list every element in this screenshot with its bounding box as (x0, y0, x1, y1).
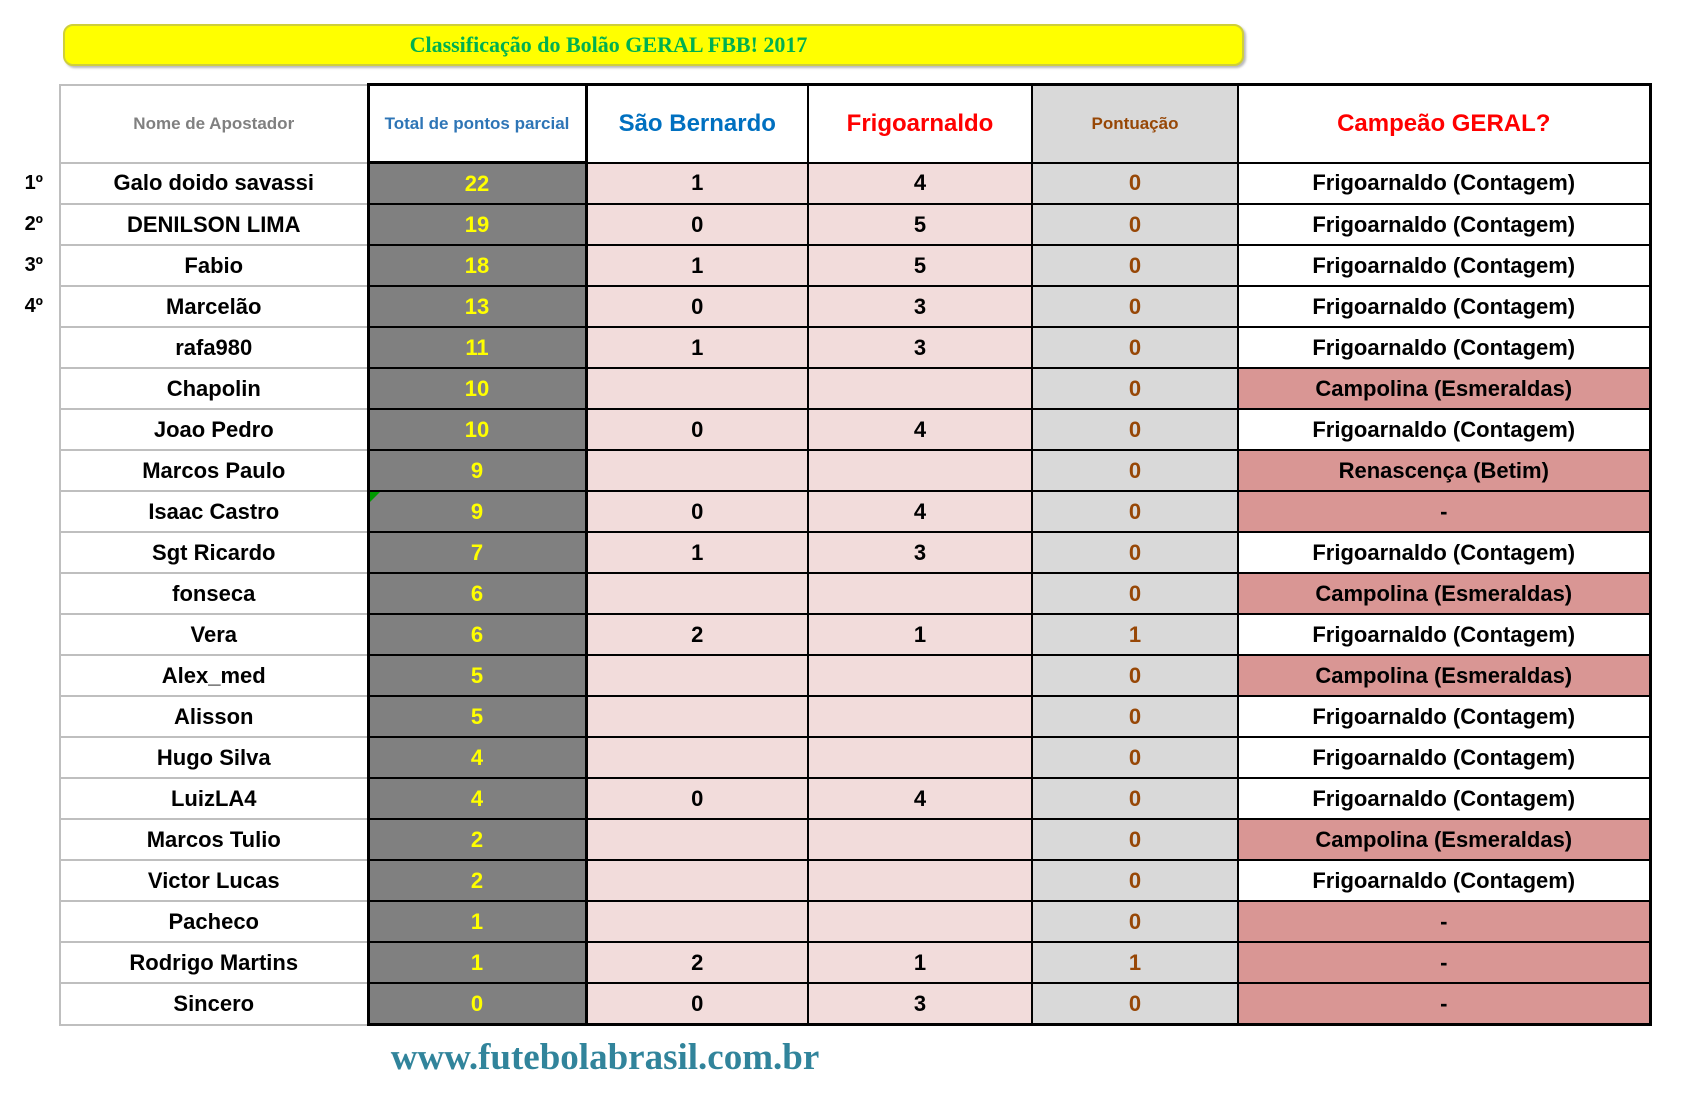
table-row (0, 491, 1650, 532)
rank-cell: 1º (0, 163, 60, 205)
table-row (0, 450, 1650, 491)
frigoarnaldo-cell (808, 819, 1032, 860)
rank-cell (0, 696, 60, 737)
sao-bernardo-cell: 1 (586, 532, 808, 573)
pontuacao-cell: 1 (1032, 614, 1238, 655)
player-name-cell: Sgt Ricardo (60, 532, 368, 573)
frigoarnaldo-cell (808, 573, 1032, 614)
player-name-cell: Marcos Paulo (60, 450, 368, 491)
campeao-cell: Campolina (Esmeraldas) (1238, 368, 1650, 409)
frigoarnaldo-cell: 3 (808, 532, 1032, 573)
rank-cell (0, 737, 60, 778)
sao-bernardo-cell: 1 (586, 245, 808, 286)
campeao-cell: Renascença (Betim) (1238, 450, 1650, 491)
rank-cell: 4º (0, 286, 60, 327)
pontuacao-cell: 0 (1032, 819, 1238, 860)
rank-cell (0, 942, 60, 983)
sao-bernardo-cell (586, 450, 808, 491)
sao-bernardo-cell: 1 (586, 327, 808, 368)
player-name-cell: Galo doido savassi (60, 163, 368, 205)
pontuacao-cell: 0 (1032, 901, 1238, 942)
campeao-cell: Frigoarnaldo (Contagem) (1238, 163, 1650, 205)
pontuacao-cell: 0 (1032, 163, 1238, 205)
col-header-frigoarnaldo: Frigoarnaldo (808, 85, 1032, 163)
rank-cell (0, 368, 60, 409)
site-url-link[interactable]: www.futebolabrasil.com.br (390, 1037, 820, 1078)
pontuacao-cell: 0 (1032, 368, 1238, 409)
sao-bernardo-cell (586, 737, 808, 778)
total-points-cell: 22 (368, 163, 586, 205)
frigoarnaldo-cell (808, 655, 1032, 696)
sao-bernardo-cell (586, 368, 808, 409)
pontuacao-cell: 0 (1032, 491, 1238, 532)
total-points-cell: 11 (368, 327, 586, 368)
player-name-cell: Marcelão (60, 286, 368, 327)
player-name-cell: Sincero (60, 983, 368, 1025)
pontuacao-cell: 0 (1032, 286, 1238, 327)
sao-bernardo-cell (586, 573, 808, 614)
frigoarnaldo-cell: 3 (808, 983, 1032, 1025)
total-points-cell: 2 (368, 860, 586, 901)
rank-cell (0, 532, 60, 573)
rank-cell (0, 614, 60, 655)
campeao-cell: Frigoarnaldo (Contagem) (1238, 532, 1650, 573)
sao-bernardo-cell: 0 (586, 778, 808, 819)
rank-cell (0, 901, 60, 942)
pontuacao-cell: 0 (1032, 573, 1238, 614)
frigoarnaldo-cell: 1 (808, 942, 1032, 983)
table-row (0, 286, 1650, 327)
player-name-cell: Joao Pedro (60, 409, 368, 450)
total-points-cell: 5 (368, 696, 586, 737)
table-row (0, 737, 1650, 778)
header-row (0, 85, 1650, 163)
frigoarnaldo-cell: 4 (808, 778, 1032, 819)
rank-cell: 3º (0, 245, 60, 286)
table-row (0, 655, 1650, 696)
campeao-cell: Frigoarnaldo (Contagem) (1238, 860, 1650, 901)
footer (0, 1036, 1210, 1079)
frigoarnaldo-cell: 3 (808, 286, 1032, 327)
col-header-total-points: Total de pontos parcial (368, 85, 586, 163)
campeao-cell: Frigoarnaldo (Contagem) (1238, 286, 1650, 327)
frigoarnaldo-cell (808, 696, 1032, 737)
campeao-cell: Frigoarnaldo (Contagem) (1238, 696, 1650, 737)
table-row (0, 368, 1650, 409)
frigoarnaldo-cell (808, 737, 1032, 778)
col-header-pontuacao: Pontuação (1032, 85, 1238, 163)
table-row (0, 327, 1650, 368)
player-name-cell: LuizLA4 (60, 778, 368, 819)
total-points-cell: 1 (368, 942, 586, 983)
col-header-campeao-geral: Campeão GERAL? (1238, 85, 1650, 163)
campeao-cell: - (1238, 983, 1650, 1025)
table-row (0, 163, 1650, 205)
sao-bernardo-cell: 1 (586, 163, 808, 205)
pontuacao-cell: 1 (1032, 942, 1238, 983)
frigoarnaldo-cell: 4 (808, 409, 1032, 450)
table-row (0, 901, 1650, 942)
player-name-cell: Pacheco (60, 901, 368, 942)
total-points-cell: 10 (368, 368, 586, 409)
player-name-cell: Alisson (60, 696, 368, 737)
campeao-cell: Frigoarnaldo (Contagem) (1238, 737, 1650, 778)
player-name-cell: Hugo Silva (60, 737, 368, 778)
frigoarnaldo-cell: 5 (808, 204, 1032, 245)
frigoarnaldo-cell: 4 (808, 163, 1032, 205)
standings-table (0, 83, 1652, 1026)
rank-cell (0, 327, 60, 368)
player-name-cell: Victor Lucas (60, 860, 368, 901)
total-points-cell: 9 (368, 491, 586, 532)
sao-bernardo-cell: 2 (586, 942, 808, 983)
player-name-cell: Alex_med (60, 655, 368, 696)
total-points-cell: 6 (368, 573, 586, 614)
total-points-cell: 9 (368, 450, 586, 491)
sao-bernardo-cell (586, 901, 808, 942)
campeao-cell: - (1238, 901, 1650, 942)
frigoarnaldo-cell: 5 (808, 245, 1032, 286)
table-row (0, 819, 1650, 860)
player-name-cell: rafa980 (60, 327, 368, 368)
pontuacao-cell: 0 (1032, 204, 1238, 245)
rank-cell (0, 778, 60, 819)
pontuacao-cell: 0 (1032, 778, 1238, 819)
total-points-cell: 0 (368, 983, 586, 1025)
table-row (0, 860, 1650, 901)
table-row (0, 573, 1650, 614)
campeao-cell: Frigoarnaldo (Contagem) (1238, 409, 1650, 450)
sao-bernardo-cell (586, 860, 808, 901)
rank-cell (0, 860, 60, 901)
frigoarnaldo-cell: 4 (808, 491, 1032, 532)
total-points-cell: 6 (368, 614, 586, 655)
frigoarnaldo-cell (808, 368, 1032, 409)
total-points-cell: 19 (368, 204, 586, 245)
sao-bernardo-cell: 0 (586, 983, 808, 1025)
frigoarnaldo-cell: 3 (808, 327, 1032, 368)
table-row (0, 778, 1650, 819)
player-name-cell: Vera (60, 614, 368, 655)
pontuacao-cell: 0 (1032, 327, 1238, 368)
rank-cell (0, 655, 60, 696)
total-points-cell: 18 (368, 245, 586, 286)
frigoarnaldo-cell (808, 860, 1032, 901)
table-row (0, 983, 1650, 1025)
total-points-cell: 1 (368, 901, 586, 942)
total-points-cell: 2 (368, 819, 586, 860)
sao-bernardo-cell: 0 (586, 204, 808, 245)
pontuacao-cell: 0 (1032, 655, 1238, 696)
campeao-cell: Campolina (Esmeraldas) (1238, 573, 1650, 614)
page-title: Classificação do Bolão GERAL FBB! 2017 (409, 32, 808, 57)
campeao-cell: Campolina (Esmeraldas) (1238, 655, 1650, 696)
campeao-cell: Frigoarnaldo (Contagem) (1238, 327, 1650, 368)
rank-cell (0, 573, 60, 614)
player-name-cell: Isaac Castro (60, 491, 368, 532)
total-points-cell: 5 (368, 655, 586, 696)
pontuacao-cell: 0 (1032, 245, 1238, 286)
campeao-cell: Frigoarnaldo (Contagem) (1238, 204, 1650, 245)
rank-cell: 2º (0, 204, 60, 245)
total-points-cell: 4 (368, 737, 586, 778)
sao-bernardo-cell (586, 696, 808, 737)
title-banner (63, 24, 1244, 66)
sao-bernardo-cell: 0 (586, 409, 808, 450)
pontuacao-cell: 0 (1032, 737, 1238, 778)
campeao-cell: Frigoarnaldo (Contagem) (1238, 614, 1650, 655)
campeao-cell: - (1238, 491, 1650, 532)
rank-cell (0, 983, 60, 1025)
table-row (0, 204, 1650, 245)
frigoarnaldo-cell (808, 901, 1032, 942)
total-points-cell: 7 (368, 532, 586, 573)
rank-cell (0, 450, 60, 491)
table-row (0, 614, 1650, 655)
campeao-cell: Frigoarnaldo (Contagem) (1238, 778, 1650, 819)
campeao-cell: Frigoarnaldo (Contagem) (1238, 245, 1650, 286)
col-header-sao-bernardo: São Bernardo (586, 85, 808, 163)
sao-bernardo-cell (586, 655, 808, 696)
pontuacao-cell: 0 (1032, 450, 1238, 491)
player-name-cell: Rodrigo Martins (60, 942, 368, 983)
pontuacao-cell: 0 (1032, 409, 1238, 450)
pontuacao-cell: 0 (1032, 696, 1238, 737)
player-name-cell: DENILSON LIMA (60, 204, 368, 245)
rank-cell (0, 491, 60, 532)
rank-header-spacer (0, 85, 60, 163)
table-row (0, 532, 1650, 573)
table-row (0, 245, 1650, 286)
player-name-cell: Chapolin (60, 368, 368, 409)
pontuacao-cell: 0 (1032, 860, 1238, 901)
sao-bernardo-cell: 0 (586, 491, 808, 532)
rank-cell (0, 819, 60, 860)
sao-bernardo-cell: 2 (586, 614, 808, 655)
pontuacao-cell: 0 (1032, 532, 1238, 573)
table-row (0, 696, 1650, 737)
col-header-name: Nome de Apostador (60, 85, 368, 163)
pontuacao-cell: 0 (1032, 983, 1238, 1025)
table-row (0, 409, 1650, 450)
frigoarnaldo-cell (808, 450, 1032, 491)
campeao-cell: Campolina (Esmeraldas) (1238, 819, 1650, 860)
total-points-cell: 13 (368, 286, 586, 327)
total-points-cell: 10 (368, 409, 586, 450)
campeao-cell: - (1238, 942, 1650, 983)
table-row (0, 942, 1650, 983)
player-name-cell: Fabio (60, 245, 368, 286)
player-name-cell: Marcos Tulio (60, 819, 368, 860)
player-name-cell: fonseca (60, 573, 368, 614)
sao-bernardo-cell: 0 (586, 286, 808, 327)
sao-bernardo-cell (586, 819, 808, 860)
total-points-cell: 4 (368, 778, 586, 819)
frigoarnaldo-cell: 1 (808, 614, 1032, 655)
rank-cell (0, 409, 60, 450)
